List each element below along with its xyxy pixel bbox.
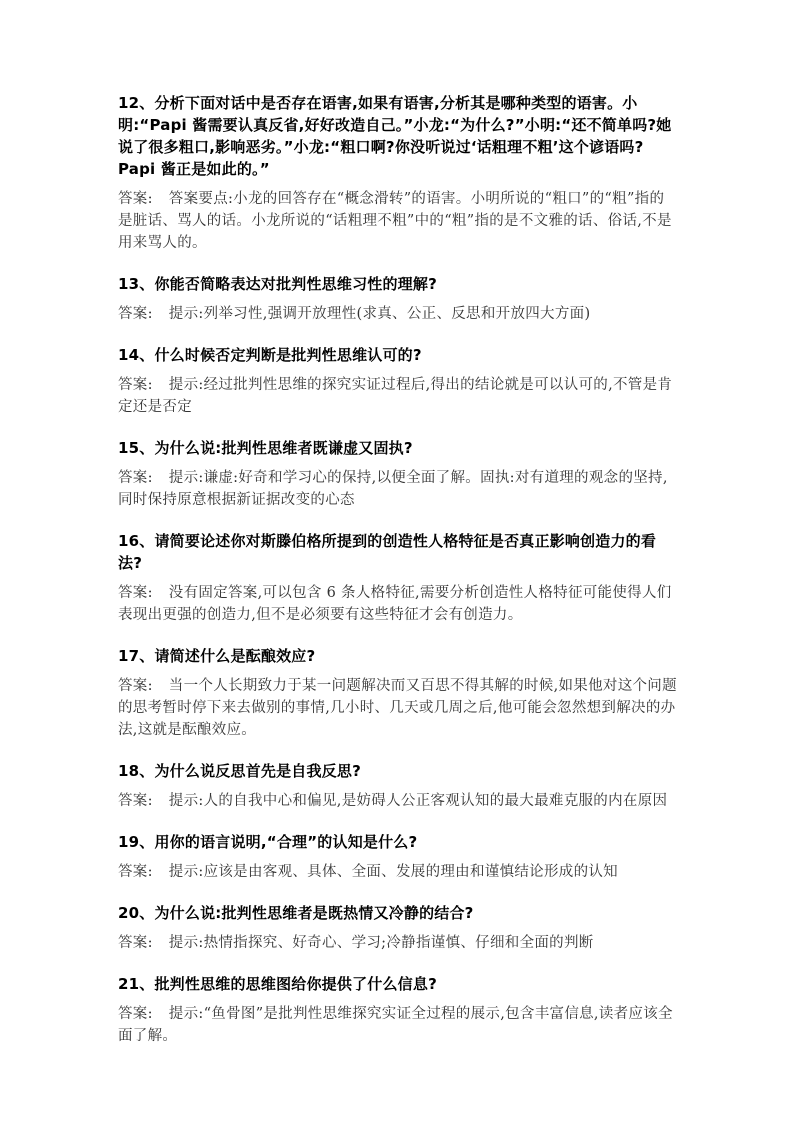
answer-label: 答案:	[118, 864, 153, 880]
answer-label: 答案:	[118, 678, 153, 694]
question-text: 21、批判性思维的思维图给你提供了什么信息?	[118, 975, 437, 993]
qa-item-13	[118, 273, 678, 325]
qa-item-14	[118, 344, 678, 418]
answer-text: 提示:应该是由客观、具体、全面、发展的理由和谨慎结论形成的认知	[168, 864, 618, 880]
answer-block	[118, 374, 678, 418]
question-text: 16、请简要论述你对斯滕伯格所提到的创造性人格特征是否真正影响创造力的看法?	[118, 532, 657, 572]
answer-block	[118, 582, 678, 626]
answer-text: 答案要点:小龙的回答存在“概念滑转”的语害。小明所说的“粗口”的“粗”指的是脏话、骂人的话。小龙所说的“话粗理不粗”中的“粗”指的是不文雅的话、俗话,不是用来骂人的。	[118, 191, 672, 251]
qa-item-12	[118, 92, 678, 254]
answer-label: 答案:	[118, 585, 153, 601]
qa-item-17	[118, 645, 678, 741]
qa-item-15	[118, 437, 678, 511]
answer-block	[118, 675, 678, 741]
question-text: 20、为什么说:批判性思维者是既热情又冷静的结合?	[118, 904, 474, 922]
answer-text: 提示:列举习性,强调开放理性(求真、公正、反思和开放四大方面)	[168, 306, 591, 322]
question-text: 14、什么时候否定判断是批判性思维认可的?	[118, 346, 422, 364]
answer-label: 答案:	[118, 306, 153, 322]
qa-item-19	[118, 831, 678, 883]
answer-label: 答案:	[118, 377, 153, 393]
answer-text: 提示:谦虚:好奇和学习心的保持,以便全面了解。固执:对有道理的观念的坚持,同时保持原意根据新证据改变的心态	[118, 470, 668, 508]
answer-block	[118, 790, 678, 812]
answer-text: 提示:“鱼骨图”是批判性思维探究实证全过程的展示,包含丰富信息,读者应该全面了解。	[118, 1006, 673, 1044]
answer-text: 提示:经过批判性思维的探究实证过程后,得出的结论就是可以认可的,不管是肯定还是否定	[118, 377, 673, 415]
answer-block	[118, 467, 678, 511]
answer-text: 提示:热情指探究、好奇心、学习;冷静指谨慎、仔细和全面的判断	[168, 935, 594, 951]
question-text: 13、你能否简略表达对批判性思维习性的理解?	[118, 275, 437, 293]
answer-label: 答案:	[118, 935, 153, 951]
question-text: 18、为什么说反思首先是自我反思?	[118, 762, 361, 780]
question-text: 15、为什么说:批判性思维者既谦虚又固执?	[118, 439, 413, 457]
answer-label: 答案:	[118, 191, 153, 207]
answer-block	[118, 188, 678, 254]
answer-text: 当一个人长期致力于某一问题解决而又百思不得其解的时候,如果他对这个问题的思考暂时停下来去做别的事情,几小时、几天或几周之后,他可能会忽然想到解决的办法,这就是酝酿效应。	[118, 678, 677, 738]
answer-label: 答案:	[118, 793, 153, 809]
question-text: 19、用你的语言说明,“合理”的认知是什么?	[118, 833, 418, 851]
question-text: 17、请简述什么是酝酿效应?	[118, 647, 316, 665]
qa-item-16	[118, 530, 678, 626]
answer-block	[118, 303, 678, 325]
answer-text: 提示:人的自我中心和偏见,是妨碍人公正客观认知的最大最难克服的内在原因	[168, 793, 668, 809]
question-text: 12、分析下面对话中是否存在语害,如果有语害,分析其是哪种类型的语害。小明:“Papi 酱需要认真反省,好好改造自己。”小龙:“为什么?”小明:“还不简单吗?她说了很多粗口,影响恶劣。”小龙:“粗口啊?你没听说过‘话粗理不粗’这个谚语吗?Papi 酱正是如此的。”	[118, 94, 672, 178]
answer-block	[118, 861, 678, 883]
qa-item-21	[118, 973, 678, 1047]
document-page	[118, 92, 678, 1066]
qa-item-20	[118, 902, 678, 954]
answer-block	[118, 932, 678, 954]
qa-item-18	[118, 760, 678, 812]
answer-label: 答案:	[118, 1006, 153, 1022]
answer-label: 答案:	[118, 470, 153, 486]
answer-text: 没有固定答案,可以包含 6 条人格特征,需要分析创造性人格特征可能使得人们表现出更强的创造力,但不是必须要有这些特征才会有创造力。	[118, 585, 672, 623]
answer-block	[118, 1003, 678, 1047]
